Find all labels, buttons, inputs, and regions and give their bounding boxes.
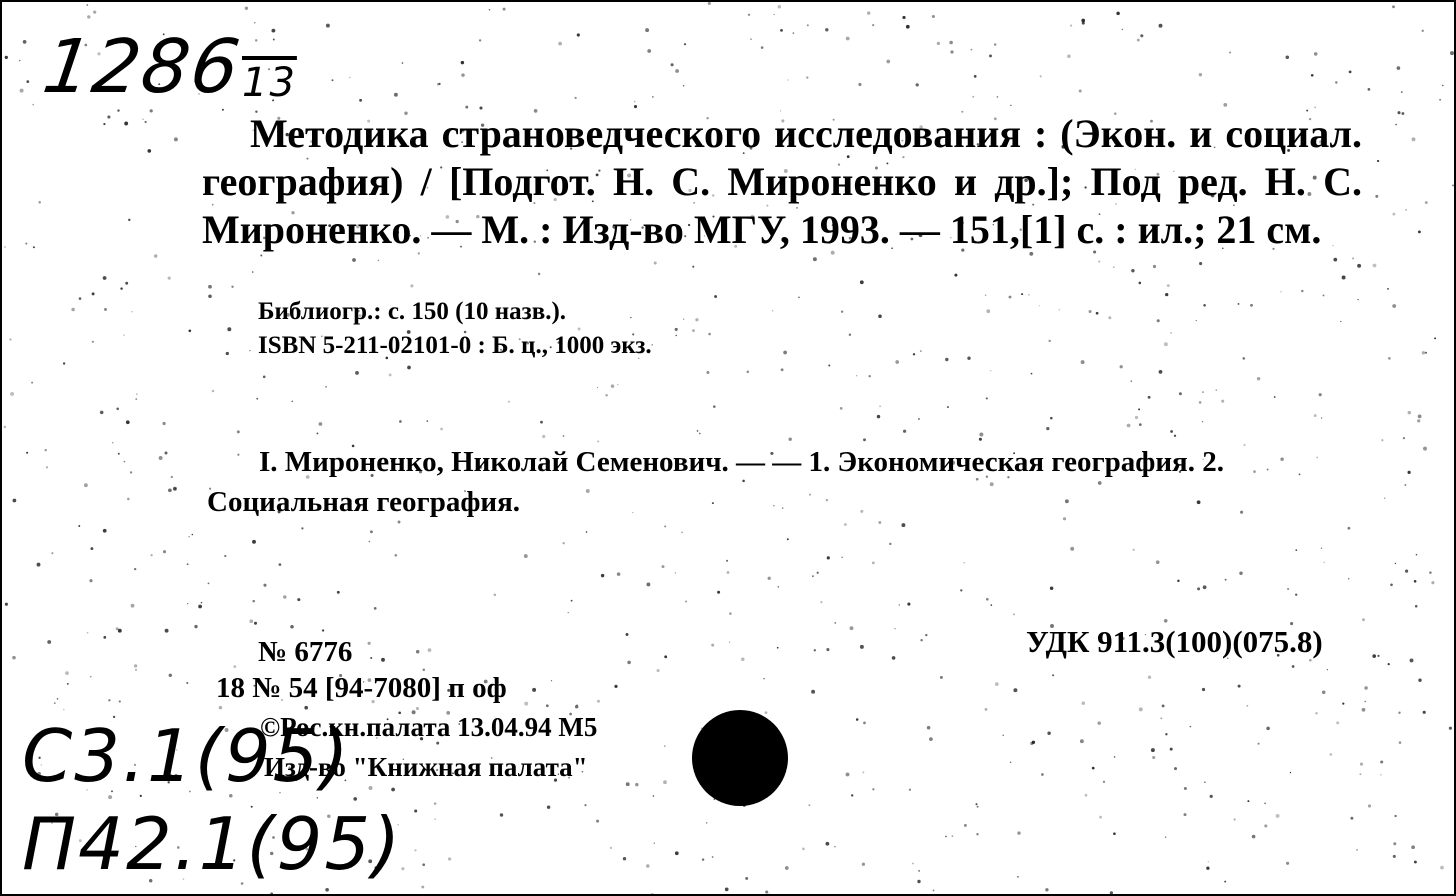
- publisher-line: Изд-во "Книжная палата": [264, 752, 588, 782]
- copyright-line: ©Рос.кн.палата 13.04.94 М5: [260, 712, 598, 742]
- handwritten-call-subnumber: 13: [242, 60, 297, 106]
- udk-classification: УДК 911.3(100)(075.8): [1026, 624, 1323, 659]
- card-number: № 6776: [258, 636, 353, 668]
- tracing-block: [207, 442, 1357, 522]
- title-statement: Методика страноведческого исследования : (Экон. и социал. география) / [Подгот. Н. С. Мироненко и др.]; Под ред. Н. С. Мироненко. — М. : Изд-во МГУ, 1993. — 151,[1] с. : ил.; 21 см.: [202, 111, 1362, 252]
- series-line: 18 № 54 [94-7080] п оф: [216, 672, 507, 704]
- tracing-text: I. Мироненко, Николай Семенович. — — 1. Экономическая география. 2. Социальная география.: [207, 446, 1225, 518]
- isbn-line: ISBN 5-211-02101-0 : Б. ц., 1000 экз.: [258, 332, 652, 359]
- punch-hole: [692, 710, 788, 806]
- bibliography-note: Библиогр.: с. 150 (10 назв.).: [258, 298, 567, 325]
- handwritten-classification-2: П42.1(95): [22, 802, 403, 886]
- handwritten-call-number: 1286: [37, 24, 247, 110]
- main-bibliographic-entry: [202, 110, 1362, 254]
- handwritten-classification-1: С3.1(95): [22, 714, 351, 798]
